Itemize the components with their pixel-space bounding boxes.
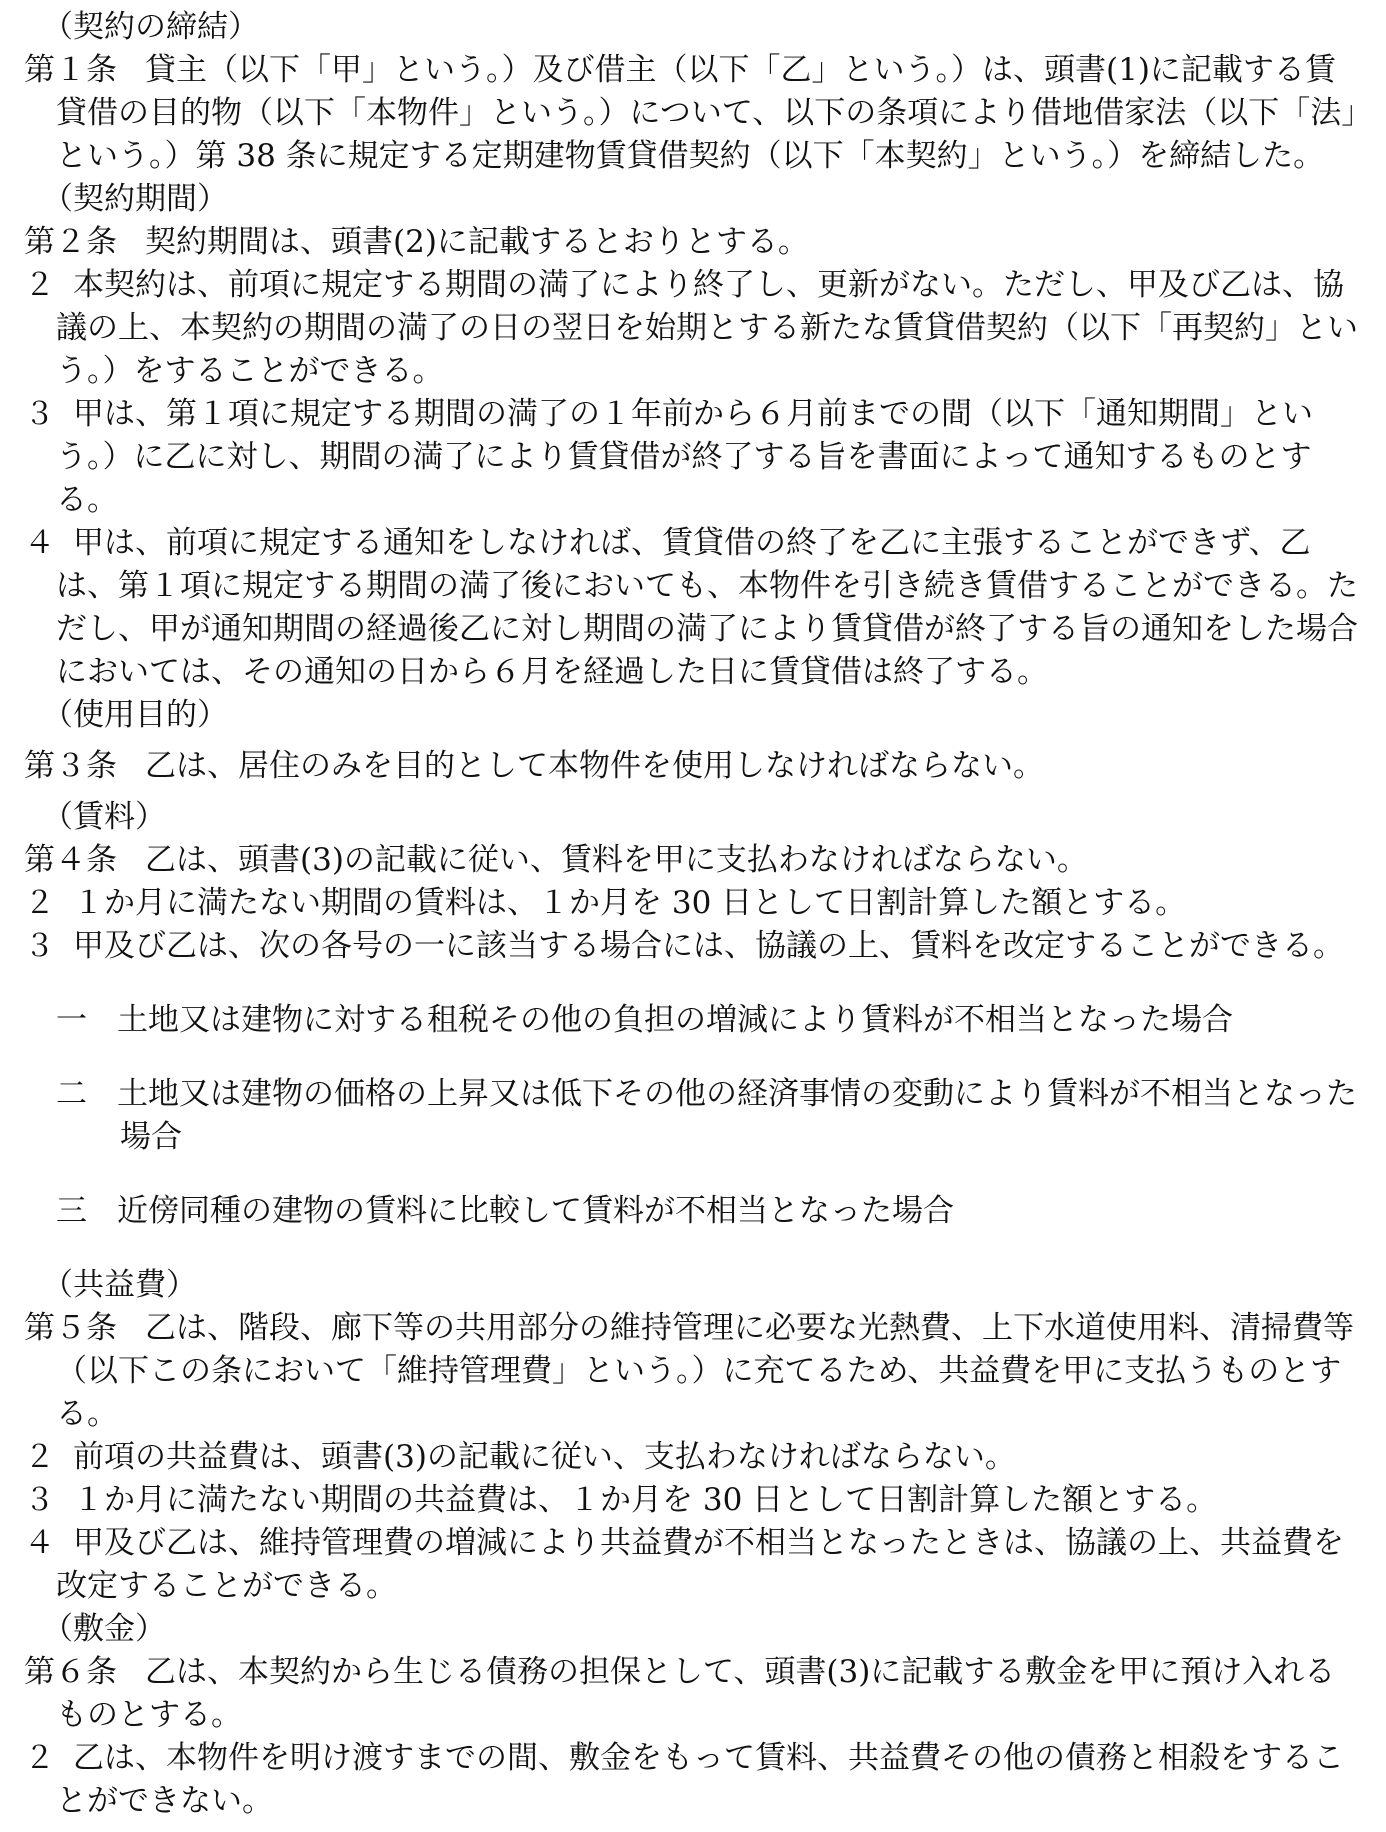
article-3 [24,745,1366,788]
article-text: 貸主（以下「甲」という。）及び借主（以下「乙」という。）は、頭書(1)に記載する賃貸借の目的物（以下「本物件」という。）について、以下の条項により借地借家法（以下「法」という。）第 38 条に規定する定期建物賃貸借契約（以下「本契約」という。）を締結した。 [56,52,1357,174]
article-number: 第２条 [24,224,117,260]
heading-common-service-fee: （共益費） [42,1267,197,1303]
article-number: 第３条 [24,748,117,784]
article-5 [24,1307,1366,1436]
item-text: 土地又は建物に対する租税その他の負担の増減により賃料が不相当となった場合 [117,1002,1233,1038]
paragraph-number: ２ [24,885,55,921]
heading-purpose-of-use: （使用目的） [42,697,228,733]
heading-contract-conclusion: （契約の締結） [42,9,259,45]
paragraph-number: ４ [24,525,55,561]
article-text: 乙は、居住のみを目的として本物件を使用しなければならない。 [145,748,1044,784]
paragraph-number: ４ [24,1525,55,1561]
article-text: 乙は、頭書(3)の記載に従い、賃料を甲に支払わなければならない。 [145,842,1088,878]
paragraph-number: ３ [24,396,55,432]
article-6-paragraph-2 [24,1737,1366,1823]
article-text: 契約期間は、頭書(2)に記載するとおりとする。 [145,224,809,260]
paragraph-text: 本契約は、前項に規定する期間の満了により終了し、更新がない。ただし、甲及び乙は、協議の上、本契約の期間の満了の日の翌日を始期とする新たな賃貸借契約（以下「再契約」という。）をすることができる。 [56,267,1358,389]
article-4-item-2 [24,1073,1366,1159]
article-text: 乙は、本契約から生じる債務の担保として、頭書(3)に記載する敷金を甲に預け入れるものとする。 [56,1654,1336,1733]
paragraph-text: 前項の共益費は、頭書(3)の記載に従い、支払わなければならない。 [73,1439,1016,1475]
paragraph-text: 甲及び乙は、次の各号の一に該当する場合には、協議の上、賃料を改定することができる。 [73,928,1344,964]
item-text: 土地又は建物の価格の上昇又は低下その他の経済事情の変動により賃料が不相当となった場合 [117,1076,1357,1155]
item-number: 二 [56,1076,87,1112]
item-number: 三 [56,1193,87,1229]
item-number: 一 [56,1002,87,1038]
heading-rent: （賃料） [42,799,166,835]
article-4-paragraph-3 [24,925,1366,968]
heading-security-deposit: （敷金） [42,1611,166,1647]
article-5-paragraph-2 [24,1436,1366,1479]
heading-contract-period: （契約期間） [42,181,228,217]
article-2 [24,221,1366,264]
paragraph-text: １か月に満たない期間の賃料は、１か月を 30 日として日割計算した額とする。 [73,885,1187,921]
paragraph-text: 甲は、前項に規定する通知をしなければ、賃貸借の終了を乙に主張することができず、乙は、第１項に規定する期間の満了後においても、本物件を引き続き賃借することができる。ただし、甲が通知期間の経過後乙に対し期間の満了により賃貸借が終了する旨の通知をした場合においては、その通知の日から６月を経過した日に賃貸借は終了する。 [56,525,1358,690]
article-4-item-1 [24,999,1366,1042]
article-number: 第６条 [24,1654,117,1690]
article-4 [24,839,1366,882]
article-number: 第１条 [24,52,117,88]
paragraph-number: ３ [24,1482,55,1518]
paragraph-number: ３ [24,928,55,964]
paragraph-number: ２ [24,1740,55,1776]
paragraph-number: ２ [24,267,55,303]
article-number: 第４条 [24,842,117,878]
paragraph-text: １か月に満たない期間の共益費は、１か月を 30 日として日割計算した額とする。 [73,1482,1218,1518]
article-text: 乙は、階段、廊下等の共用部分の維持管理に必要な光熱費、上下水道使用料、清掃費等（以下この条において「維持管理費」という。）に充てるため、共益費を甲に支払うものとする。 [56,1310,1354,1432]
article-4-item-3 [24,1190,1366,1233]
paragraph-text: 乙は、本物件を明け渡すまでの間、敷金をもって賃料、共益費その他の債務と相殺をすることができない。 [56,1740,1344,1819]
paragraph-text: 甲及び乙は、維持管理費の増減により共益費が不相当となったときは、協議の上、共益費を改定することができる。 [56,1525,1344,1604]
article-number: 第５条 [24,1310,117,1346]
article-2-paragraph-2 [24,264,1366,393]
article-5-paragraph-3 [24,1479,1366,1522]
paragraph-text: 甲は、第１項に規定する期間の満了の１年前から６月前までの間（以下「通知期間」という。）に乙に対し、期間の満了により賃貸借が終了する旨を書面によって通知するものとする。 [56,396,1313,518]
article-2-paragraph-3 [24,393,1366,522]
article-1 [24,49,1366,178]
article-6 [24,1651,1366,1737]
article-2-paragraph-4 [24,522,1366,694]
article-5-paragraph-4 [24,1522,1366,1608]
item-text: 近傍同種の建物の賃料に比較して賃料が不相当となった場合 [117,1193,954,1229]
article-4-paragraph-2 [24,882,1366,925]
paragraph-number: ２ [24,1439,55,1475]
